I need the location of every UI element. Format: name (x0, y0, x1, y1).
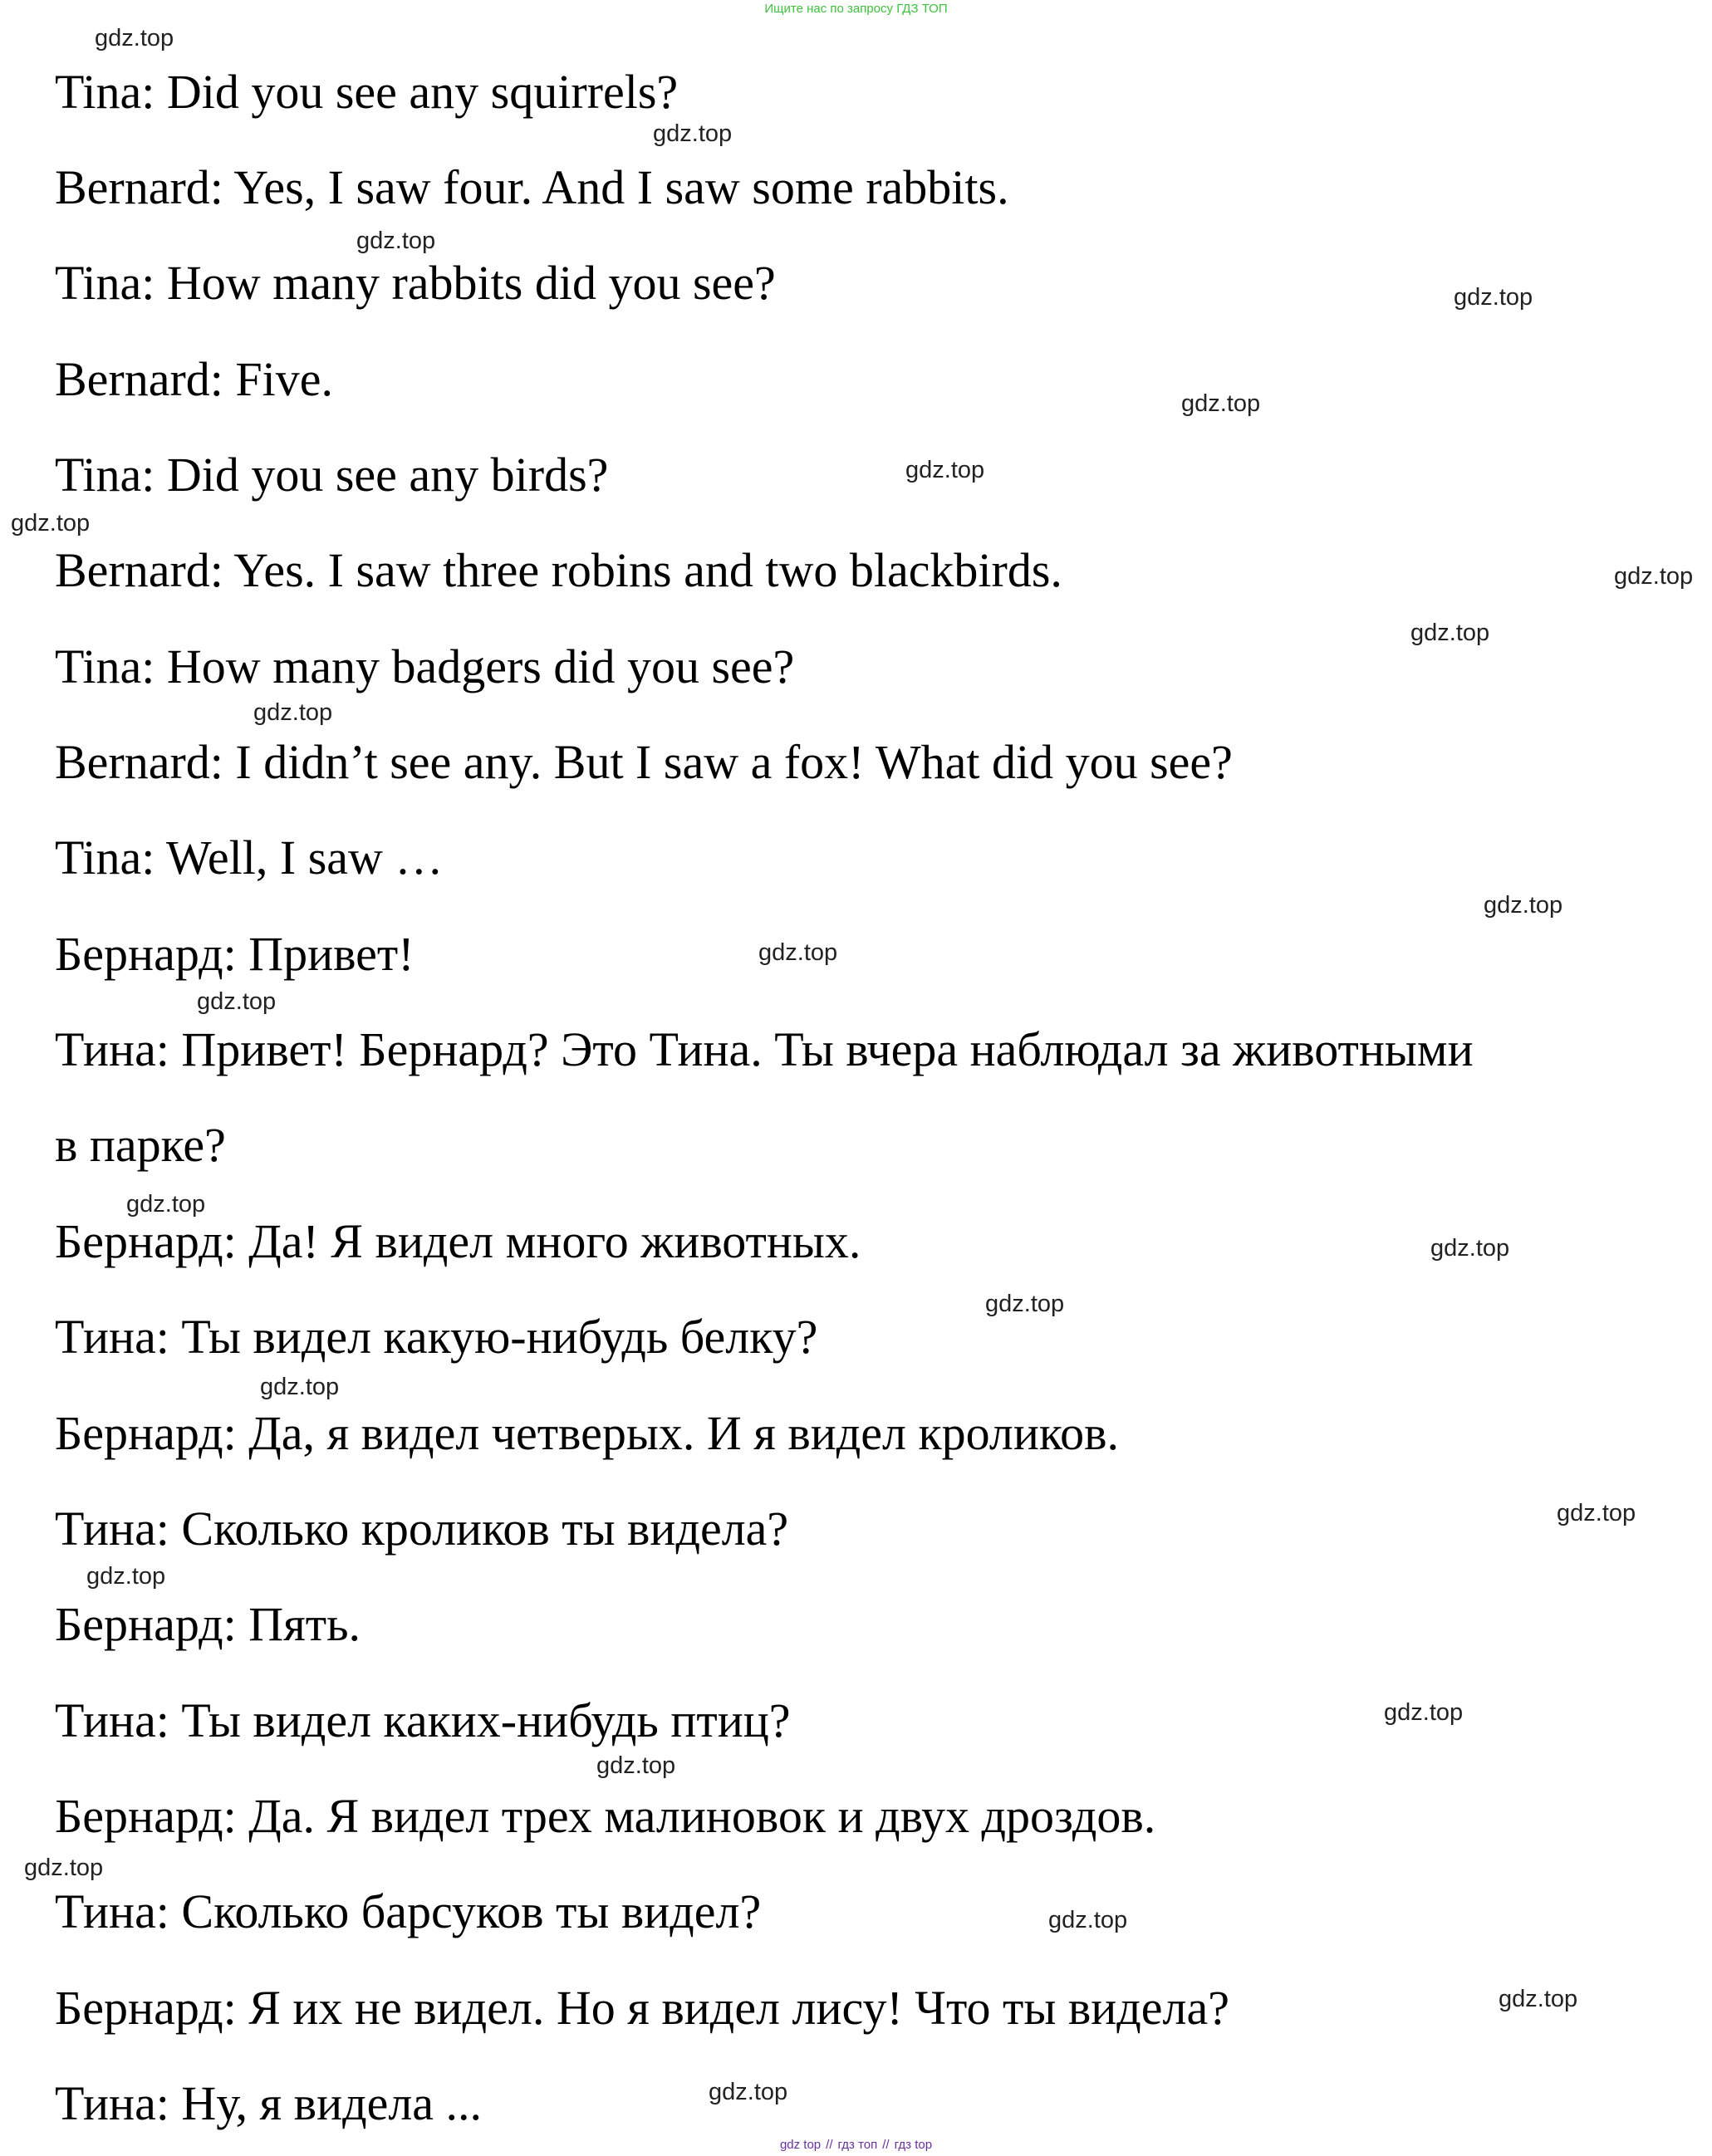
watermark: gdz.top (1454, 284, 1533, 311)
dialogue-line: Tina: Did you see any squirrels? (55, 65, 679, 119)
dialogue-line: Бернард: Да. Я видел трех малиновок и двух дроздов. (55, 1789, 1156, 1843)
dialogue-line: Тина: Ты видел каких-нибудь птиц? (55, 1693, 791, 1747)
dialogue-line: Tina: Well, I saw … (55, 831, 444, 884)
dialogue-line: Бернард: Да, я видел четверых. И я видел кроликов. (55, 1406, 1120, 1460)
dialogue-line: Бернард: Да! Я видел много животных. (55, 1214, 861, 1268)
dialogue-line: Bernard: Yes. I saw three robins and two blackbirds. (55, 543, 1062, 597)
watermark: gdz.top (1484, 892, 1563, 919)
watermark: gdz.top (11, 510, 91, 537)
dialogue-line: Bernard: Five. (55, 352, 334, 406)
footer-part: гдз топ (837, 2138, 878, 2152)
dialogue-line: в парке? (55, 1118, 226, 1172)
watermark: gdz.top (95, 25, 174, 51)
dialogue-line: Тина: Сколько барсуков ты видел? (55, 1884, 762, 1938)
watermark: gdz.top (1384, 1699, 1464, 1726)
watermark: gdz.top (758, 939, 838, 966)
footer-part: гдз top (894, 2138, 933, 2152)
dialogue-line: Бернард: Я их не видел. Но я видел лису! Что ты видела? (55, 1981, 1229, 2035)
dialogue-line: Тина: Ты видел какую-нибудь белку? (55, 1310, 818, 1364)
dialogue-line: Бернард: Пять. (55, 1597, 361, 1651)
watermark: gdz.top (653, 120, 733, 147)
watermark: gdz.top (1430, 1235, 1510, 1262)
watermark: gdz.top (985, 1291, 1065, 1317)
dialogue-line: Tina: How many rabbits did you see? (55, 256, 776, 310)
watermark: gdz.top (1410, 620, 1490, 646)
dialogue-line: Тина: Сколько кроликов ты видела? (55, 1502, 789, 1556)
dialogue-line: Бернард: Привет! (55, 927, 415, 981)
watermark: gdz.top (24, 1855, 104, 1881)
footer (0, 2138, 1712, 2152)
watermark: gdz.top (260, 1374, 340, 1400)
watermark: gdz.top (1614, 563, 1694, 590)
footer-part: gdz top (779, 2138, 822, 2152)
footer-separator: // (882, 2138, 890, 2152)
dialogue-line: Tina: Did you see any birds? (55, 448, 609, 502)
footer-separator: // (826, 2138, 833, 2152)
dialogue-line: Bernard: Yes, I saw four. And I saw some rabbits. (55, 160, 1009, 214)
watermark: gdz.top (356, 228, 436, 254)
watermark: gdz.top (1499, 1986, 1578, 2012)
watermark: gdz.top (197, 988, 277, 1015)
watermark: gdz.top (86, 1563, 166, 1590)
header-note: Ищите нас по запросу ГДЗ ТОП (764, 2, 948, 16)
watermark: gdz.top (126, 1191, 206, 1218)
dialogue-line: Tina: How many badgers did you see? (55, 639, 795, 693)
watermark: gdz.top (905, 457, 985, 483)
watermark: gdz.top (596, 1752, 676, 1779)
watermark: gdz.top (253, 699, 333, 726)
watermark: gdz.top (1557, 1500, 1636, 1526)
watermark: gdz.top (1048, 1907, 1128, 1933)
watermark: gdz.top (1181, 390, 1261, 417)
watermark: gdz.top (709, 2079, 788, 2105)
dialogue-line: Bernard: I didn’t see any. But I saw a fox! What did you see? (55, 735, 1233, 789)
dialogue-line: Тина: Ну, я видела ... (55, 2076, 483, 2130)
dialogue-line: Тина: Привет! Бернард? Это Тина. Ты вчера наблюдал за животными (55, 1022, 1474, 1076)
